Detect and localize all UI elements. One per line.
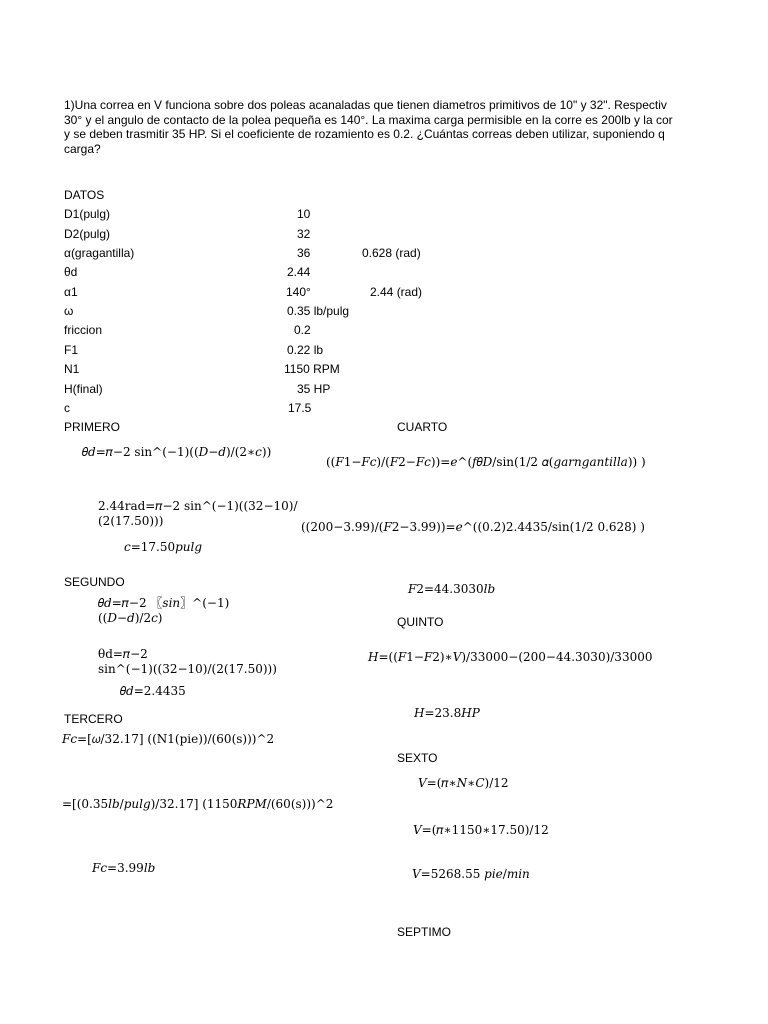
datos-extra-alpha: 0.628 (rad): [362, 246, 421, 260]
segundo-heading: SEGUNDO: [64, 575, 125, 589]
primero-equation-substitution-line2: (2(17.50))): [98, 514, 164, 528]
datos-value-alpha1: 140°: [286, 285, 311, 299]
datos-value-thetad: 2.44: [287, 265, 311, 279]
datos-value-friccion: 0.2: [294, 323, 311, 337]
quinto-heading: QUINTO: [397, 615, 444, 629]
primero-equation-theta: 𝜃𝑑=𝜋−2 sin^(−1)((𝐷−𝑑)/(2∗𝑐)): [82, 445, 272, 459]
datos-heading: DATOS: [64, 188, 105, 202]
segundo-equation-line2: ((𝐷−𝑑)/2𝑐): [98, 611, 163, 625]
datos-label-f1: F1: [64, 343, 79, 357]
segundo-equation-line1: 𝜃𝑑=𝜋−2 〖𝑠𝑖𝑛〗^(−1): [98, 596, 230, 610]
cuarto-result-f2: 𝐹2=44.3030𝑙𝑏: [408, 582, 496, 596]
datos-label-alpha: α(gragantilla): [64, 246, 135, 260]
datos-label-omega: ω: [64, 304, 74, 318]
datos-label-thetad: θd: [64, 265, 78, 279]
datos-label-n1: N1: [64, 362, 80, 376]
datos-label-d1: D1(pulg): [64, 207, 111, 221]
datos-label-hfinal: H(final): [64, 382, 103, 396]
datos-extra-alpha1: 2.44 (rad): [370, 285, 423, 299]
problem-statement: [64, 98, 696, 156]
tercero-heading: TERCERO: [64, 712, 123, 726]
quinto-result-h: 𝐻=23.8𝐻𝑃: [414, 706, 480, 720]
datos-value-omega: 0.35 lb/pulg: [287, 304, 350, 318]
datos-value-d1: 10: [297, 207, 311, 221]
sexto-equation-v: 𝑉=(𝜋∗𝑁∗𝐶)/12: [418, 776, 509, 790]
septimo-heading: SEPTIMO: [397, 925, 452, 939]
datos-value-c: 17.5: [288, 401, 312, 415]
cuarto-heading: CUARTO: [397, 420, 448, 434]
sexto-heading: SEXTO: [397, 751, 438, 765]
datos-value-f1: 0.22 lb: [287, 343, 324, 357]
tercero-substitution: =[(0.35𝑙𝑏/𝑝𝑢𝑙𝑔)/32.17] (1150𝑅𝑃𝑀/(60(s)))^2: [62, 797, 334, 811]
quinto-equation-h: 𝐻=((𝐹1−𝐹2)∗𝑉)/33000−(200−44.3030)/33000: [368, 650, 653, 664]
segundo-substitution-line2: sin^(−1)((32−10)/(2(17.50))): [98, 662, 277, 676]
sexto-result-v: 𝑉=5268.55 𝑝𝑖𝑒/𝑚𝑖𝑛: [412, 867, 530, 881]
primero-heading: PRIMERO: [64, 420, 121, 434]
problem-line-4: carga?: [64, 141, 101, 156]
cuarto-equation-ratio: ((𝐹1−𝐹𝑐)/(𝐹2−𝐹𝑐))=𝑒^(𝑓𝜃𝐷/sin(1/2 𝛼(𝑔𝑎𝑟𝑛𝑔𝑎𝑛𝑡𝑖𝑙𝑙𝑎)) ): [326, 455, 646, 469]
sexto-substitution-v: 𝑉=(𝜋∗1150∗17.50)/12: [413, 823, 549, 837]
datos-label-d2: D2(pulg): [64, 227, 111, 241]
datos-label-friccion: friccion: [64, 323, 103, 337]
problem-line-3: y se deben trasmitir 35 HP. Si el coeficiente de rozamiento es 0.2. ¿Cuántas correas deben utilizar, suponiendo q: [64, 127, 665, 141]
segundo-substitution-line1: θd=𝜋−2: [98, 647, 148, 661]
problem-line-2: 30° y el angulo de contacto de la polea pequeña es 140°. La maxima carga permisible en la corre es 200lb y la cor: [64, 112, 673, 127]
datos-value-alpha: 36: [297, 246, 311, 260]
tercero-result-fc: 𝐹𝑐=3.99𝑙𝑏: [92, 861, 156, 875]
datos-value-d2: 32: [297, 227, 311, 241]
cuarto-substitution: ((200−3.99)/(𝐹2−3.99))=𝑒^((0.2)2.4435/sin(1/2 0.628) ): [301, 520, 645, 534]
tercero-equation-fc: 𝐹𝑐=[𝜔/32.17] ((N1(pie))/(60(s)))^2: [62, 732, 275, 746]
datos-label-c: c: [64, 401, 70, 415]
datos-label-alpha1: α1: [64, 285, 78, 299]
primero-result-c: 𝑐=17.50𝑝𝑢𝑙𝑔: [124, 540, 203, 554]
segundo-result-thetad: 𝜃𝑑=2.4435: [120, 684, 186, 698]
problem-line-1: 1)Una correa en V funciona sobre dos poleas acanaladas que tienen diametros primitivos de 10" y 32". Respectiv: [64, 98, 667, 112]
datos-value-n1: 1150 RPM: [284, 362, 340, 376]
datos-value-hfinal: 35 HP: [297, 382, 331, 396]
primero-equation-substitution-line1: 2.44rad=𝜋−2 sin^(−1)((32−10)/: [98, 499, 298, 513]
